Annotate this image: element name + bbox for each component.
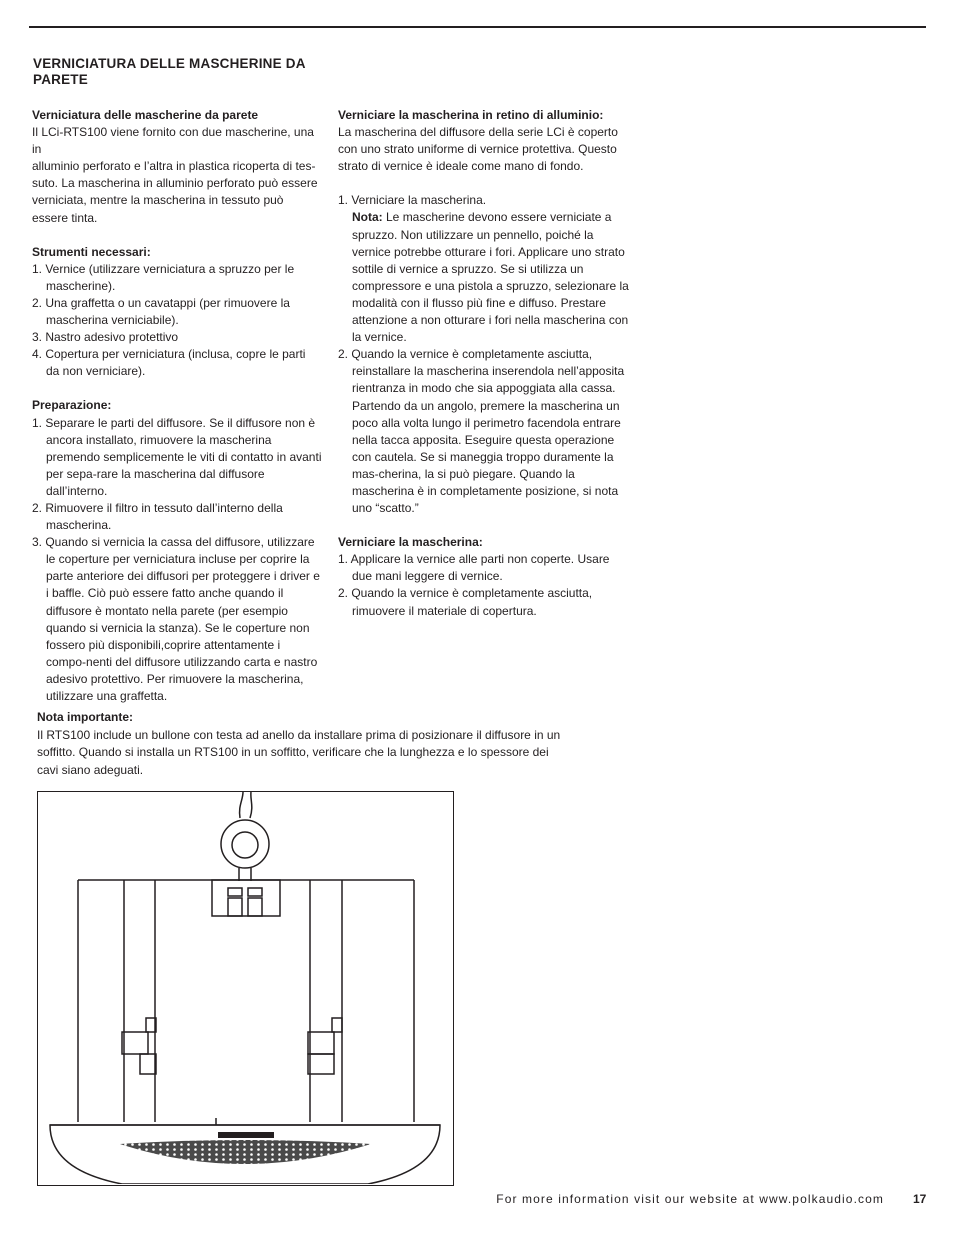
left-column — [32, 107, 322, 705]
intro-line: suto. La mascherina in alluminio perforato può essere — [32, 176, 318, 191]
tools-item: 4. Copertura per verniciatura (inclusa, copre le parti da non verniciare). — [32, 347, 306, 379]
alu-line: con uno strato uniforme di vernice protettiva. Questo — [338, 142, 617, 157]
section-title: VERNICIATURA DELLE MASCHERINE DA PARETE — [33, 56, 306, 87]
note-paragraph — [338, 209, 630, 346]
intro-line: essere tinta. — [32, 210, 98, 225]
terminal-block — [212, 880, 280, 916]
eye-bolt-ring — [221, 820, 269, 868]
important-note — [37, 709, 597, 779]
alu-line: La mascherina del diffusore della serie LCi è coperto — [338, 125, 618, 140]
tools-item: 3. Nastro adesivo protettivo — [32, 330, 179, 345]
tools-item: 2. Una graffetta o un cavatappi (per rimuovere la mascherina verniciabile). — [32, 295, 290, 328]
important-note-line: cavi siano adeguati. — [37, 762, 144, 777]
tools-item: 1. Vernice (utilizzare verniciatura a spruzzo per le mascherine). — [32, 261, 295, 293]
brand-logo-mark — [218, 1132, 274, 1138]
page-number: 17 — [913, 1192, 927, 1206]
step-2: 2. Quando la vernice è completamente asciutta, reinstallare la mascherina inserendola nell’apposita rientranza in modo che sia appoggiata alla cassa. Partendo da un angolo, premere la mascherina un poco alla volta lungo il perimetro facendola entrare nella tacca apposita. Eseguire questa operazione con cautela. Se si maneggia troppo duramente la mas-cherina, la si può piegare. Quando la mascherina è in completamente posizione, si nota uno “scatto.” — [338, 347, 625, 516]
ceiling-speaker-drawing — [38, 792, 452, 1184]
paint-item: 2. Quando la vernice è completamente asciutta, rimuovere il materiale di copertura. — [338, 586, 593, 618]
step-1: 1. Verniciare la mascherina. — [338, 193, 487, 208]
cable — [240, 792, 243, 818]
paint-heading: Verniciare la mascherina: — [338, 535, 483, 550]
important-note-heading: Nota importante: — [37, 710, 133, 724]
prep-heading: Preparazione: — [32, 398, 112, 413]
top-rule — [29, 26, 926, 28]
prep-item: 2. Rimuovere il filtro in tessuto dall’interno della mascherina. — [32, 500, 283, 533]
right-clamp — [308, 1032, 334, 1054]
speaker-illustration — [37, 791, 454, 1186]
note-text: Le mascherine devono essere verniciate a spruzzo. Non utilizzare un pennello, poiché la vernice potrebbe otturare i fori. Applicare uno strato sottile di vernice a spruzzo. Se si utilizza un compressore e una pistola a spruzzo, selezionare la modalità con il flusso più fine e diffuso. Prestare attenzione a non otturare i fori nella mascherina con la vernice. — [352, 210, 629, 345]
footer-website-text: For more information visit our website at www.polkaudio.com — [496, 1192, 884, 1206]
tools-heading: Strumenti necessari: — [32, 244, 151, 259]
important-note-line: Il RTS100 include un bullone con testa ad anello da installare prima di posizionare il diffusore in un — [37, 727, 561, 742]
paint-item: 1. Applicare la vernice alle parti non coperte. Usare due mani leggere di vernice. — [338, 552, 610, 584]
note-label: Nota: — [352, 210, 383, 225]
alu-line: strato di vernice è ideale come mano di fondo. — [338, 159, 584, 174]
important-note-line: soffitto. Quando si installa un RTS100 in un soffitto, verificare che la lunghezza e lo spessore dei — [37, 745, 549, 759]
right-column — [338, 107, 630, 620]
intro-line: alluminio perforato e l’altra in plastica ricoperta di tes- — [32, 159, 316, 174]
alu-heading: Verniciare la mascherina in retino di alluminio: — [338, 108, 604, 122]
intro-heading: Verniciatura delle mascherine da parete — [32, 108, 259, 122]
prep-item: 3. Quando si vernicia la cassa del diffusore, utilizzare le coperture per verniciatura incluse per coprire la parte anteriore dei diffusori per proteggere i driver e i baffle. Ciò può essere fatto anche quando il diffusore è montato nella parete (per esempio quando si vernicia la stanza). Se le coperture non fossero più disponibili,coprire attentamente i compo-nenti del diffusore utilizzando carta e nastro adesivo protettivo. Per rimuovere la mascherina, utilizzare una graffetta. — [32, 535, 320, 703]
intro-line: Il LCi-RTS100 viene fornito con due mascherine, una in — [32, 125, 314, 157]
prep-item: 1. Separare le parti del diffusore. Se il diffusore non è ancora installato, rimuovere la mascherina premendo semplicemente le viti di contatto in avanti per sepa-rare la mascherina dal diffusore dall’interno. — [32, 415, 322, 498]
left-clamp — [122, 1032, 148, 1054]
intro-line: verniciata, mentre la mascherina in tessuto può — [32, 193, 284, 208]
